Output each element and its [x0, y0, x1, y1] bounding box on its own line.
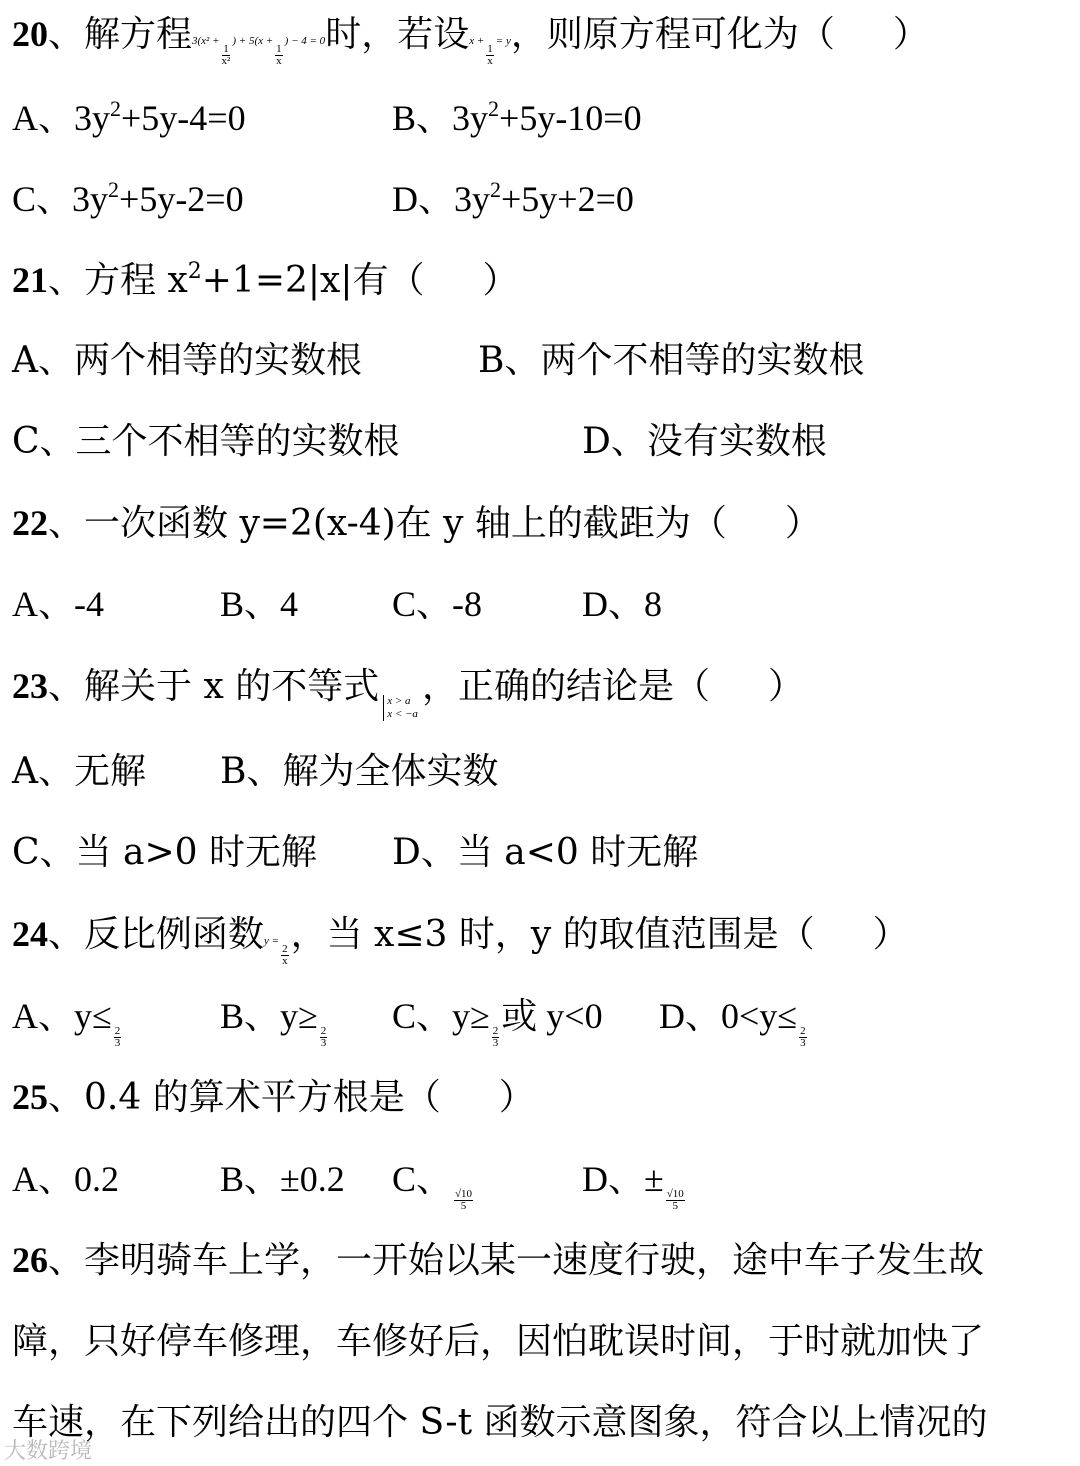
option-b: B、y≥ $\frac{2}{3}$: [220, 996, 327, 1049]
substitution-formula: x + $\frac{1}{x}$ = y: [469, 35, 511, 67]
option-a: A、无解: [12, 751, 146, 792]
option-c: C、三个不相等的实数根: [12, 421, 400, 462]
option-b: B、两个不相等的实数根: [478, 340, 865, 381]
option-b: B、4: [220, 584, 299, 624]
question-number: 22: [12, 503, 48, 543]
question-20: 20、解方程3(x² + $\frac{1}{\text{x²}}$ ) + 5(x + $\frac{1}{x}$ ) − 4 = 0时，若设x + $\frac{1}{x}$ = y，则原方程可化为（ ）: [12, 14, 929, 67]
option-d: D、± $\frac{√10}{5}$: [582, 1159, 684, 1212]
question-26: 26、李明骑车上学，一开始以某一速度行驶，途中车子发生故: [12, 1240, 985, 1281]
watermark: 大数跨境: [4, 1439, 93, 1464]
question-number: 25: [12, 1077, 48, 1117]
question-number: 24: [12, 914, 48, 954]
question-21: 21、方程 $x^2+1=2|x|$有（ ）: [12, 259, 519, 301]
question-number: 26: [12, 1240, 48, 1280]
option-a: A、两个相等的实数根: [12, 340, 362, 381]
inequality-system: x > a x < −a: [383, 695, 418, 721]
question-stem: 、解方程: [48, 14, 193, 55]
question-24: 24、反比例函数y = $\frac{2}{x}$ ，当 x≤3 时，y 的取值范围是（ ）: [12, 914, 909, 967]
question-number: 23: [12, 666, 48, 706]
question-26-line-2: 障，只好停车修理，车修好后，因怕耽误时间，于时就加快了: [12, 1321, 985, 1362]
option-d: D、0<y≤ $\frac{2}{3}$: [659, 996, 806, 1049]
question-25: 25、0.4 的算术平方根是（ ）: [12, 1077, 535, 1118]
question-26-line-3: 车速，在下列给出的四个 S-t 函数示意图象，符合以上情况的: [12, 1402, 988, 1443]
question-number: 21: [12, 260, 48, 300]
option-b: B、解为全体实数: [220, 751, 499, 792]
option-c: C、当 a>0 时无解: [12, 832, 317, 873]
option-a: A、0.2: [12, 1159, 119, 1199]
option-d: D、当 a<0 时无解: [392, 832, 699, 873]
option-b: B、$3y^2+5y-10=0$: [392, 96, 642, 138]
function-formula: y = $\frac{2}{x}$: [264, 935, 288, 967]
option-a: A、-4: [12, 584, 104, 624]
option-c: C、 $\frac{√10}{5}$: [392, 1159, 473, 1212]
question-number: 20: [12, 14, 48, 54]
option-d: D、$3y^2+5y+2=0$: [392, 177, 634, 219]
option-c: C、y≥ $\frac{2}{3}$ 或 y<0: [392, 996, 603, 1049]
option-a: A、$3y^2+5y-4=0$: [12, 96, 246, 138]
question-22: 22、一次函数 y=2(x-4)在 y 轴上的截距为（ ）: [12, 503, 821, 544]
option-d: D、没有实数根: [582, 421, 827, 462]
option-a: A、y≤ $\frac{2}{3}$: [12, 996, 121, 1049]
option-b: B、±0.2: [220, 1159, 345, 1199]
equation-formula: 3(x² + $\frac{1}{\text{x²}}$ ) + 5(x + $\frac{1}{x}$ ) − 4 = 0: [192, 35, 326, 67]
question-23: 23、解关于 x 的不等式 x > a x < −a ，正确的结论是（ ）: [12, 666, 804, 720]
option-d: D、8: [582, 584, 662, 624]
option-c: C、-8: [392, 584, 483, 624]
option-c: C、$3y^2+5y-2=0$: [12, 177, 244, 219]
